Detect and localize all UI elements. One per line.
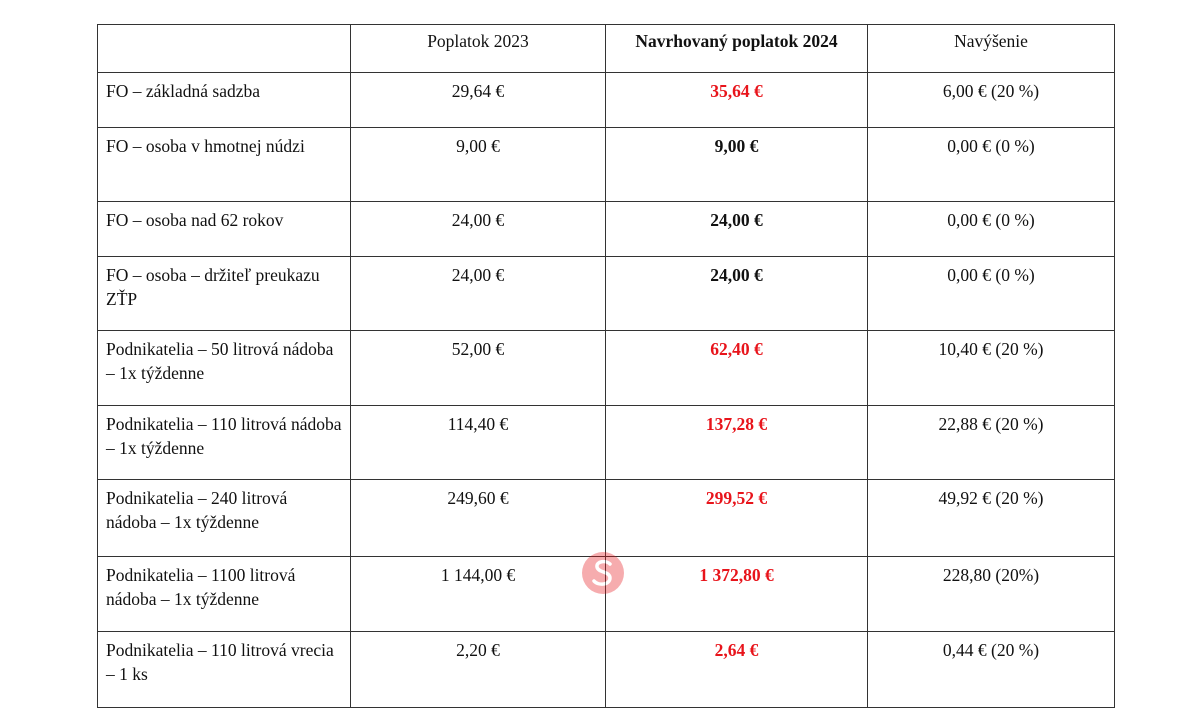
fees-table <box>97 24 1115 708</box>
fee-2023: 29,64 € <box>351 73 606 128</box>
fee-2023: 249,60 € <box>351 480 606 557</box>
header-proposed-2024: Navrhovaný poplatok 2024 <box>606 25 868 73</box>
fee-2024: 35,64 € <box>606 73 868 128</box>
fee-2024: 24,00 € <box>606 257 868 331</box>
table-row <box>98 406 1115 480</box>
row-label: FO – základná sadzba <box>98 73 351 128</box>
table-row <box>98 331 1115 406</box>
fee-2023: 9,00 € <box>351 128 606 202</box>
row-label: Podnikatelia – 110 litrová vrecia – 1 ks <box>98 632 351 708</box>
increase: 6,00 € (20 %) <box>868 73 1115 128</box>
fee-2024: 9,00 € <box>606 128 868 202</box>
fee-2024: 2,64 € <box>606 632 868 708</box>
increase: 228,80 (20%) <box>868 557 1115 632</box>
table-row <box>98 480 1115 557</box>
increase: 0,00 € (0 %) <box>868 202 1115 257</box>
header-empty <box>98 25 351 73</box>
row-label: Podnikatelia – 50 litrová nádoba – 1x týždenne <box>98 331 351 406</box>
header-increase: Navýšenie <box>868 25 1115 73</box>
row-label: FO – osoba – držiteľ preukazu ZŤP <box>98 257 351 331</box>
increase: 49,92 € (20 %) <box>868 480 1115 557</box>
s-logo-icon <box>580 550 626 596</box>
header-row <box>98 25 1115 73</box>
fee-2024: 1 372,80 € <box>606 557 868 632</box>
fee-2024: 299,52 € <box>606 480 868 557</box>
table-row <box>98 128 1115 202</box>
increase: 0,44 € (20 %) <box>868 632 1115 708</box>
fee-2024: 24,00 € <box>606 202 868 257</box>
fee-2023: 1 144,00 € <box>351 557 606 632</box>
increase: 10,40 € (20 %) <box>868 331 1115 406</box>
fee-2023: 52,00 € <box>351 331 606 406</box>
fee-2023: 24,00 € <box>351 257 606 331</box>
table-row <box>98 73 1115 128</box>
table-row <box>98 202 1115 257</box>
table-row <box>98 632 1115 708</box>
row-label: FO – osoba nad 62 rokov <box>98 202 351 257</box>
increase: 22,88 € (20 %) <box>868 406 1115 480</box>
row-label: FO – osoba v hmotnej núdzi <box>98 128 351 202</box>
fee-2023: 2,20 € <box>351 632 606 708</box>
increase: 0,00 € (0 %) <box>868 128 1115 202</box>
row-label: Podnikatelia – 1100 litrová nádoba – 1x týždenne <box>98 557 351 632</box>
fee-2024: 62,40 € <box>606 331 868 406</box>
fee-2023: 24,00 € <box>351 202 606 257</box>
table-row <box>98 257 1115 331</box>
header-fee-2023: Poplatok 2023 <box>351 25 606 73</box>
row-label: Podnikatelia – 110 litrová nádoba – 1x týždenne <box>98 406 351 480</box>
fee-2023: 114,40 € <box>351 406 606 480</box>
fee-2024: 137,28 € <box>606 406 868 480</box>
row-label: Podnikatelia – 240 litrová nádoba – 1x týždenne <box>98 480 351 557</box>
increase: 0,00 € (0 %) <box>868 257 1115 331</box>
